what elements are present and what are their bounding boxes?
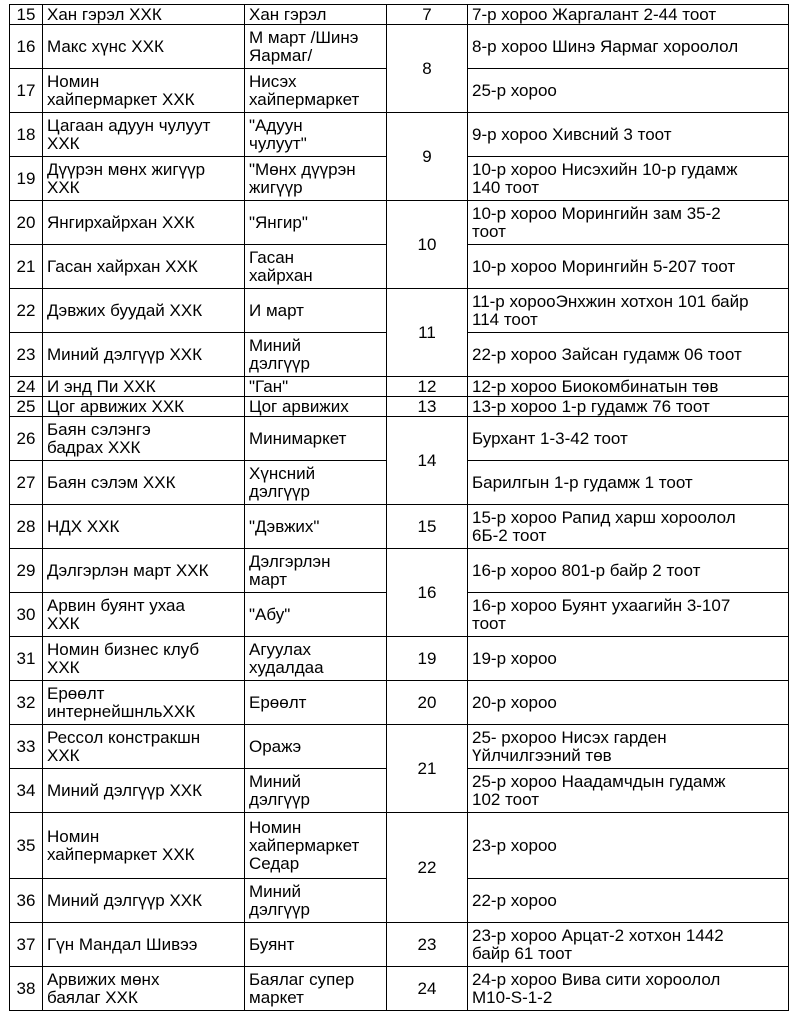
row-number-cell: 37 (10, 923, 43, 967)
company-name-cell: Баян сэлэнгэ бадрах ХХК (43, 417, 245, 461)
address-cell: 22-р хороо (468, 879, 789, 923)
khoroo-number-cell: 7 (387, 5, 468, 25)
company-name-cell: Макс хүнс ХХК (43, 25, 245, 69)
khoroo-number-cell: 20 (387, 681, 468, 725)
row-number-cell: 38 (10, 967, 43, 1011)
company-name-cell: Номин хайпермаркет ХХК (43, 813, 245, 879)
company-name-cell: НДХ ХХК (43, 505, 245, 549)
shop-name-cell: Хан гэрэл (245, 5, 387, 25)
address-cell: 22-р хороо Зайсан гудамж 06 тоот (468, 333, 789, 377)
row-number-cell: 31 (10, 637, 43, 681)
shop-name-cell: "Адуун чулуут" (245, 113, 387, 157)
company-name-cell: Дүүрэн мөнх жигүүр ХХК (43, 157, 245, 201)
row-number-cell: 34 (10, 769, 43, 813)
address-cell: 13-р хороо 1-р гудамж 76 тоот (468, 397, 789, 417)
company-name-cell: Арвижих мөнх баялаг ХХК (43, 967, 245, 1011)
khoroo-number-cell: 24 (387, 967, 468, 1011)
address-cell: 16-р хороо Буянт ухаагийн 3-107 тоот (468, 593, 789, 637)
address-cell: 23-р хороо (468, 813, 789, 879)
company-name-cell: Дэвжих буудай ХХК (43, 289, 245, 333)
company-name-cell: Номин хайпермаркет ХХК (43, 69, 245, 113)
khoroo-number-cell: 13 (387, 397, 468, 417)
shop-name-cell: Миний дэлгүүр (245, 769, 387, 813)
table-row (10, 923, 789, 967)
company-name-cell: Номин бизнес клуб ХХК (43, 637, 245, 681)
row-number-cell: 33 (10, 725, 43, 769)
shop-name-cell: "Янгир" (245, 201, 387, 245)
company-name-cell: Гүн Мандал Шивээ (43, 923, 245, 967)
address-cell: 24-р хороо Вива сити хороолол М10-S-1-2 (468, 967, 789, 1011)
address-cell: 11-р хорооЭнхжин хотхон 101 байр 114 тоот (468, 289, 789, 333)
khoroo-number-cell: 8 (387, 25, 468, 113)
shop-name-cell: М март /Шинэ Яармаг/ (245, 25, 387, 69)
address-cell: 10-р хороо Морингийн 5-207 тоот (468, 245, 789, 289)
row-number-cell: 24 (10, 377, 43, 397)
row-number-cell: 25 (10, 397, 43, 417)
khoroo-number-cell: 12 (387, 377, 468, 397)
shop-name-cell: И март (245, 289, 387, 333)
shop-name-cell: Нисэх хайпермаркет (245, 69, 387, 113)
shop-name-cell: Ерөөлт (245, 681, 387, 725)
khoroo-number-cell: 23 (387, 923, 468, 967)
shop-name-cell: Буянт (245, 923, 387, 967)
row-number-cell: 22 (10, 289, 43, 333)
khoroo-number-cell: 9 (387, 113, 468, 201)
table-row (10, 637, 789, 681)
address-cell: 16-р хороо 801-р байр 2 тоот (468, 549, 789, 593)
address-cell: 12-р хороо Биокомбинатын төв (468, 377, 789, 397)
address-cell: 7-р хороо Жаргалант 2-44 тоот (468, 5, 789, 25)
company-name-cell: Хан гэрэл ХХК (43, 5, 245, 25)
shop-name-cell: Баялаг супер маркет (245, 967, 387, 1011)
row-number-cell: 30 (10, 593, 43, 637)
address-cell: 20-р хороо (468, 681, 789, 725)
company-name-cell: Цог арвижих ХХК (43, 397, 245, 417)
row-number-cell: 36 (10, 879, 43, 923)
company-name-cell: Баян сэлэм ХХК (43, 461, 245, 505)
shop-name-cell: Гасан хайрхан (245, 245, 387, 289)
address-cell: 25-р хороо Наадамчдын гудамж 102 тоот (468, 769, 789, 813)
table-row (10, 549, 789, 593)
address-cell: 25- рхороо Нисэх гарден Үйлчилгээний төв (468, 725, 789, 769)
shop-name-cell: Оражэ (245, 725, 387, 769)
row-number-cell: 32 (10, 681, 43, 725)
table-row (10, 201, 789, 245)
shop-name-cell: Агуулах худалдаа (245, 637, 387, 681)
khoroo-number-cell: 21 (387, 725, 468, 813)
shop-name-cell: Миний дэлгүүр (245, 879, 387, 923)
company-name-cell: Ерөөлт интернейшнльХХК (43, 681, 245, 725)
company-name-cell: Рессол констракшн ХХК (43, 725, 245, 769)
address-cell: 25-р хороо (468, 69, 789, 113)
table-row (10, 725, 789, 769)
table-row (10, 681, 789, 725)
address-cell: 10-р хороо Морингийн зам 35-2 тоот (468, 201, 789, 245)
company-name-cell: Миний дэлгүүр ХХК (43, 333, 245, 377)
row-number-cell: 23 (10, 333, 43, 377)
company-name-cell: Гасан хайрхан ХХК (43, 245, 245, 289)
shop-name-cell: "Дэвжих" (245, 505, 387, 549)
address-cell: 19-р хороо (468, 637, 789, 681)
table-row (10, 505, 789, 549)
table-row (10, 417, 789, 461)
table-row (10, 113, 789, 157)
row-number-cell: 19 (10, 157, 43, 201)
table-row (10, 377, 789, 397)
row-number-cell: 20 (10, 201, 43, 245)
khoroo-number-cell: 15 (387, 505, 468, 549)
row-number-cell: 16 (10, 25, 43, 69)
shop-name-cell: "Абу" (245, 593, 387, 637)
company-name-cell: Миний дэлгүүр ХХК (43, 879, 245, 923)
table-row (10, 397, 789, 417)
shop-name-cell: Минимаркет (245, 417, 387, 461)
address-cell: 10-р хороо Нисэхийн 10-р гудамж 140 тоот (468, 157, 789, 201)
shop-name-cell: Дэлгэрлэн март (245, 549, 387, 593)
address-cell: Барилгын 1-р гудамж 1 тоот (468, 461, 789, 505)
row-number-cell: 18 (10, 113, 43, 157)
company-name-cell: Арвин буянт ухаа ХХК (43, 593, 245, 637)
company-name-cell: Миний дэлгүүр ХХК (43, 769, 245, 813)
table-row (10, 289, 789, 333)
row-number-cell: 21 (10, 245, 43, 289)
row-number-cell: 28 (10, 505, 43, 549)
khoroo-number-cell: 14 (387, 417, 468, 505)
row-number-cell: 27 (10, 461, 43, 505)
company-name-cell: Янгирхайрхан ХХК (43, 201, 245, 245)
row-number-cell: 15 (10, 5, 43, 25)
table-row (10, 813, 789, 879)
shop-name-cell: "Ган" (245, 377, 387, 397)
company-name-cell: Дэлгэрлэн март ХХК (43, 549, 245, 593)
shop-name-cell: Миний дэлгүүр (245, 333, 387, 377)
shop-name-cell: Хүнсний дэлгүүр (245, 461, 387, 505)
address-cell: 9-р хороо Хивсний 3 тоот (468, 113, 789, 157)
address-cell: 23-р хороо Арцат-2 хотхон 1442 байр 61 тоот (468, 923, 789, 967)
address-cell: 8-р хороо Шинэ Яармаг хороолол (468, 25, 789, 69)
store-registry-table (9, 4, 789, 1011)
shop-name-cell: Цог арвижих (245, 397, 387, 417)
row-number-cell: 29 (10, 549, 43, 593)
shop-name-cell: Номин хайпермаркет Седар (245, 813, 387, 879)
table-row (10, 25, 789, 69)
shop-name-cell: "Мөнх дүүрэн жигүүр (245, 157, 387, 201)
row-number-cell: 17 (10, 69, 43, 113)
khoroo-number-cell: 19 (387, 637, 468, 681)
khoroo-number-cell: 22 (387, 813, 468, 923)
address-cell: Бурхант 1-3-42 тоот (468, 417, 789, 461)
address-cell: 15-р хороо Рапид харш хороолол 6Б-2 тоот (468, 505, 789, 549)
company-name-cell: Цагаан адуун чулуут ХХК (43, 113, 245, 157)
khoroo-number-cell: 16 (387, 549, 468, 637)
table-body (10, 5, 789, 1011)
khoroo-number-cell: 10 (387, 201, 468, 289)
khoroo-number-cell: 11 (387, 289, 468, 377)
row-number-cell: 26 (10, 417, 43, 461)
table-row (10, 967, 789, 1011)
company-name-cell: И энд Пи ХХК (43, 377, 245, 397)
row-number-cell: 35 (10, 813, 43, 879)
table-row (10, 5, 789, 25)
